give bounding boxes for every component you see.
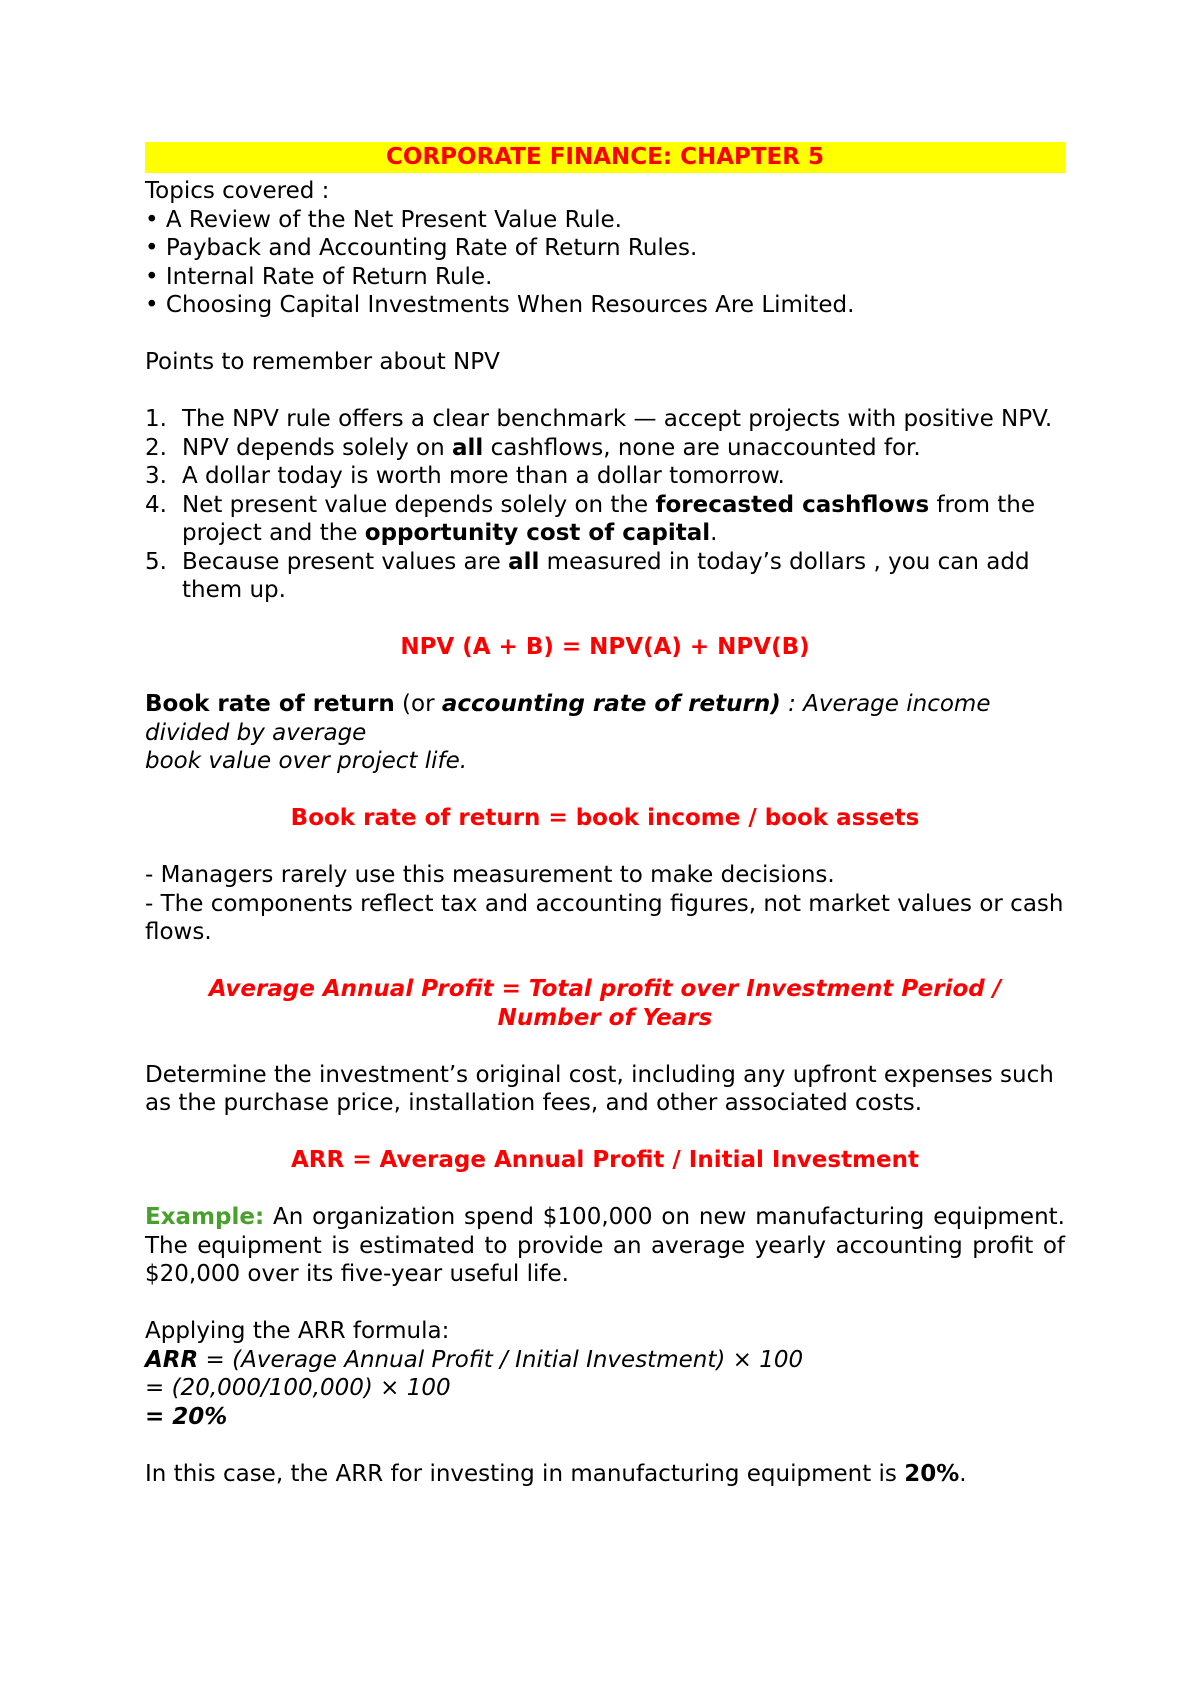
list-item <box>145 491 1065 548</box>
example-label: Example: <box>145 1204 265 1230</box>
list-item <box>145 434 1065 463</box>
applying-heading: Applying the ARR formula: <box>145 1318 450 1344</box>
list-text: from the project and the <box>182 491 1036 546</box>
list-number: 2. <box>145 434 167 461</box>
arr-calc-line2: = (20,000/100,000) × 100 <box>145 1375 451 1401</box>
arr-calc-text: = (Average Annual Profit / Initial Investment) × 100 <box>198 1346 804 1373</box>
document-page <box>145 142 1065 1488</box>
average-profit-formula: Average Annual Profit = Total profit over Investment Period / <box>208 976 1002 1002</box>
topic-item: • Internal Rate of Return Rule. <box>145 263 1065 292</box>
npv-points-list <box>145 405 1065 605</box>
conclusion-value: 20% <box>904 1460 960 1487</box>
book-rate-definition <box>145 690 1065 747</box>
list-number: 3. <box>145 463 167 489</box>
list-text: measured in today’s dollars , you can add them up. <box>182 548 1030 603</box>
conclusion-text: In this case, the ARR for investing in manufacturing equipment is <box>145 1460 905 1487</box>
book-rate-definition-text: : Average income divided by average <box>145 691 991 746</box>
topics-heading: Topics covered : <box>145 178 330 204</box>
page-title: CORPORATE FINANCE: CHAPTER 5 <box>145 142 1065 173</box>
list-number: 5. <box>145 548 167 575</box>
list-item <box>145 462 1065 491</box>
npv-points-heading: Points to remember about NPV <box>145 349 500 375</box>
accounting-rate-term: accounting rate of return) <box>441 691 781 717</box>
list-text: Net present value depends solely on the <box>182 491 656 518</box>
list-number: 1. <box>145 406 167 432</box>
topic-item: • Choosing Capital Investments When Resources Are Limited. <box>145 291 1065 320</box>
note-item: - The components reflect tax and accounting figures, not market values or cash flows. <box>145 890 1064 945</box>
list-text: The NPV rule offers a clear benchmark — accept projects with positive NPV. <box>182 406 1053 432</box>
note-item: - Managers rarely use this measurement to make decisions. <box>145 862 835 888</box>
arr-calc-result: = 20% <box>145 1403 228 1430</box>
arr-term: ARR <box>145 1346 199 1373</box>
determine-cost-paragraph: Determine the investment’s original cost, including any upfront expenses such as the purchase price, installation fees, and other associated costs. <box>145 1061 1054 1116</box>
example-paragraph <box>145 1203 1065 1289</box>
book-rate-term: Book rate of return <box>145 691 395 717</box>
paren-open: (or <box>394 691 442 717</box>
list-text: cashflows, none are unaccounted for. <box>483 434 921 461</box>
topic-item: • A Review of the Net Present Value Rule. <box>145 206 1065 235</box>
list-number: 4. <box>145 491 167 518</box>
book-rate-formula: Book rate of return = book income / book assets <box>290 805 920 831</box>
emphasis: all <box>508 548 540 575</box>
example-text: An organization spend $100,000 on new manufacturing equipment. The equipment is estimated to provide an average yearly accounting profit of $20,000 over its five-year useful life. <box>145 1204 1065 1287</box>
emphasis: opportunity cost of capital <box>364 520 711 546</box>
average-profit-formula-line2: Number of Years <box>497 1004 713 1031</box>
arr-calc-line1 <box>145 1346 1065 1375</box>
list-item <box>145 548 1065 605</box>
list-item <box>145 405 1065 434</box>
list-text: NPV depends solely on <box>182 434 452 461</box>
conclusion-paragraph <box>145 1460 1065 1489</box>
topic-item: • Payback and Accounting Rate of Return Rules. <box>145 234 1065 263</box>
arr-formula: ARR = Average Annual Profit / Initial Investment <box>290 1147 920 1173</box>
list-text: Because present values are <box>182 548 509 575</box>
conclusion-end: . <box>959 1460 967 1487</box>
book-rate-definition-line2: book value over project life. <box>145 748 468 774</box>
npv-formula: NPV (A + B) = NPV(A) + NPV(B) <box>400 634 810 660</box>
list-text: A dollar today is worth more than a dollar tomorrow. <box>182 463 785 489</box>
emphasis: all <box>451 434 484 461</box>
list-text: . <box>710 520 718 546</box>
emphasis: forecasted cashflows <box>655 491 930 518</box>
